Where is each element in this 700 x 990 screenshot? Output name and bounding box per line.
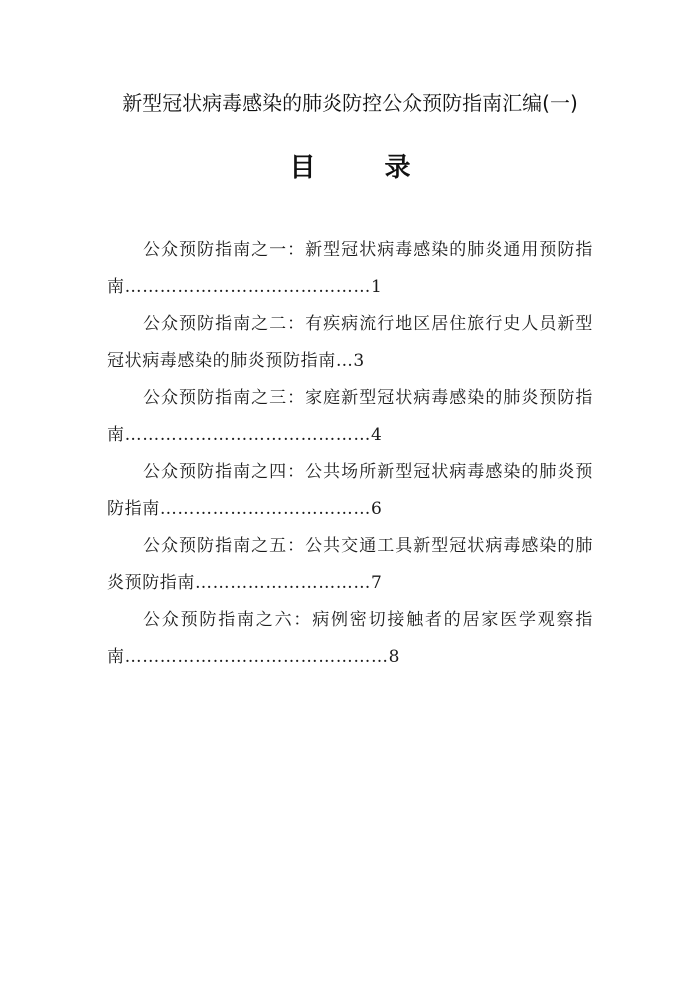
toc-entry-page: 1 bbox=[371, 277, 382, 297]
toc-entry-leader: ……………………………… bbox=[159, 499, 372, 519]
toc-entry-page: 4 bbox=[371, 425, 382, 445]
toc-entry-label: 公众预防指南之一：新型冠状病毒感染的肺炎通用预防指南 bbox=[107, 240, 593, 297]
toc-entry-label: 公众预防指南之四：公共场所新型冠状病毒感染的肺炎预防指南 bbox=[107, 462, 593, 519]
toc-entry-page: 8 bbox=[388, 647, 400, 667]
toc-entry-leader: …………………………………… bbox=[124, 277, 372, 297]
toc-entry-4[interactable] bbox=[107, 454, 593, 528]
toc-entry-5[interactable] bbox=[107, 528, 593, 602]
toc-entry-leader: …………………………………… bbox=[124, 425, 372, 445]
document-title: 新型冠状病毒感染的肺炎防控公众预防指南汇编(一) bbox=[122, 91, 578, 115]
toc-entry-label: 公众预防指南之二：有疾病流行地区居住旅行史人员新型冠状病毒感染的肺炎预防指南 bbox=[107, 314, 593, 371]
toc-entry-leader: ……………………………………… bbox=[124, 647, 389, 667]
toc-entry-leader: … bbox=[335, 351, 354, 371]
toc-entry-label: 公众预防指南之三：家庭新型冠状病毒感染的肺炎预防指南 bbox=[107, 388, 593, 445]
toc-entry-2[interactable] bbox=[107, 306, 593, 380]
toc-entry-page: 3 bbox=[353, 351, 365, 371]
toc-entry-1[interactable] bbox=[107, 232, 593, 306]
toc-list bbox=[107, 232, 593, 676]
toc-entry-3[interactable] bbox=[107, 380, 593, 454]
toc-entry-6[interactable] bbox=[107, 602, 593, 676]
toc-heading: 目 录 bbox=[289, 153, 441, 183]
toc-entry-label: 公众预防指南之六：病例密切接触者的居家医学观察指南 bbox=[107, 610, 593, 667]
toc-entry-page: 7 bbox=[371, 573, 382, 593]
toc-entry-label: 公众预防指南之五：公共交通工具新型冠状病毒感染的肺炎预防指南 bbox=[107, 536, 593, 593]
toc-entry-page: 6 bbox=[371, 499, 382, 519]
toc-entry-leader: ………………………… bbox=[195, 573, 371, 593]
